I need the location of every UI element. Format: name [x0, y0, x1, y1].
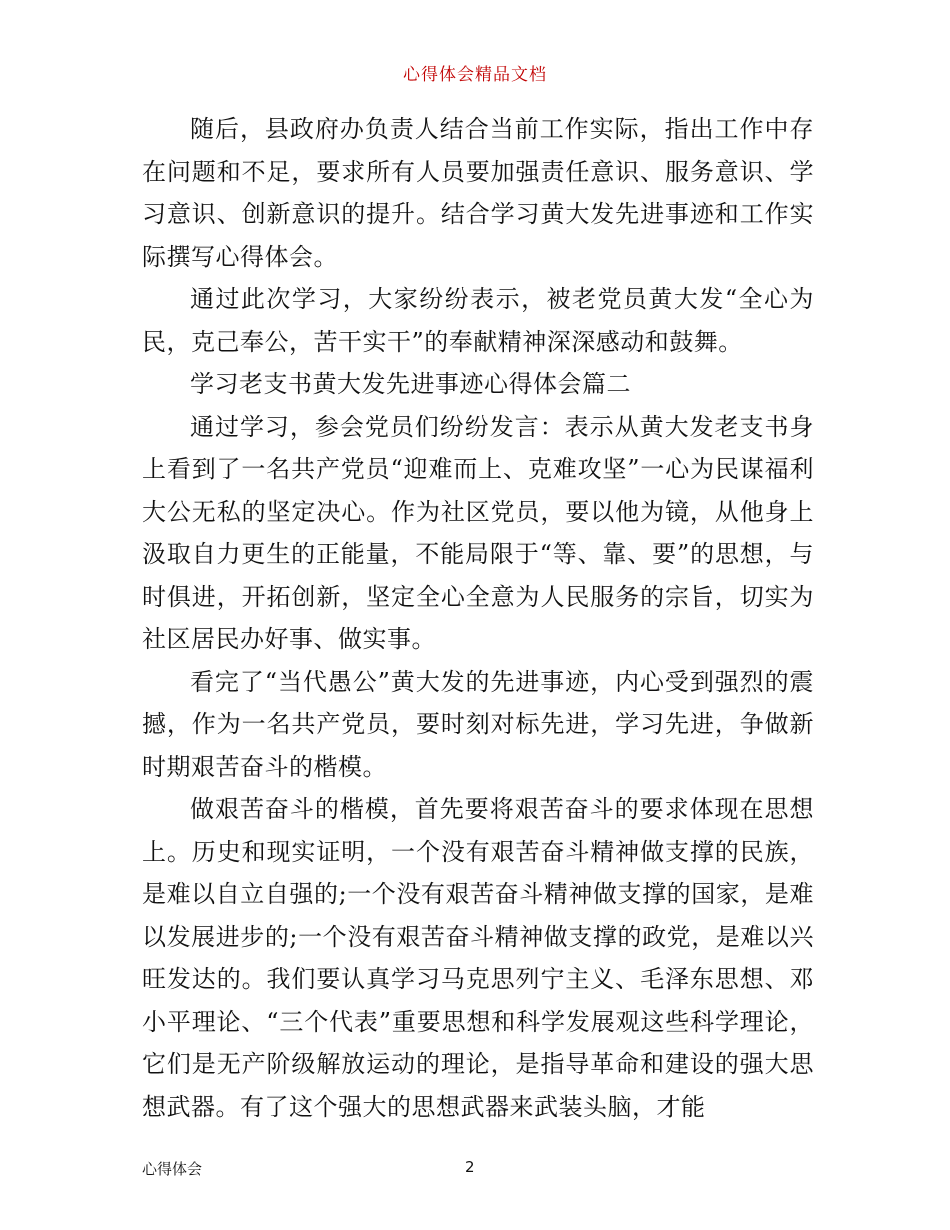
- footer-label: 心得体会: [142, 1160, 203, 1178]
- paragraph-4: 看完了“当代愚公”黄大发的先进事迹，内心受到强烈的震撼，作为一名共产党员，要时刻对标先进，学习先进，争做新时期艰苦奋斗的楷模。: [142, 667, 814, 781]
- document-header-title: 心得体会精品文档: [403, 65, 547, 85]
- page-number: 2: [465, 1158, 475, 1176]
- document-body: [142, 108, 814, 1128]
- paragraph-2: 通过此次学习，大家纷纷表示，被老党员黄大发“全心为民，克己奉公，苦干实干”的奉献精神深深感动和鼓舞。: [142, 285, 814, 356]
- paragraph-3: 通过学习，参会党员们纷纷发言：表示从黄大发老支书身上看到了一名共产党员“迎难而上、克难攻坚”一心为民谋福利大公无私的坚定决心。作为社区党员，要以他为镜，从他身上汲取自力更生的正能量，不能局限于“等、靠、要”的思想，与时俱进，开拓创新，坚定全心全意为人民服务的宗旨，切实为社区居民办好事、做实事。: [142, 412, 814, 653]
- section-heading: 学习老支书黄大发先进事迹心得体会篇二: [190, 370, 631, 398]
- paragraph-5: 做艰苦奋斗的楷模，首先要将艰苦奋斗的要求体现在思想上。历史和现实证明，一个没有艰苦奋斗精神做支撑的民族，是难以自立自强的;一个没有艰苦奋斗精神做支撑的国家，是难以发展进步的;一个没有艰苦奋斗精神做支撑的政党，是难以兴旺发达的。我们要认真学习马克思列宁主义、毛泽东思想、邓小平理论、“三个代表”重要思想和科学发展观这些科学理论，它们是无产阶级解放运动的理论，是指导革命和建设的强大思想武器。有了这个强大的思想武器来武装头脑，才能: [142, 795, 814, 1121]
- paragraph-1: 随后，县政府办负责人结合当前工作实际，指出工作中存在问题和不足，要求所有人员要加强责任意识、服务意识、学习意识、创新意识的提升。结合学习黄大发先进事迹和工作实际撰写心得体会。: [142, 115, 814, 271]
